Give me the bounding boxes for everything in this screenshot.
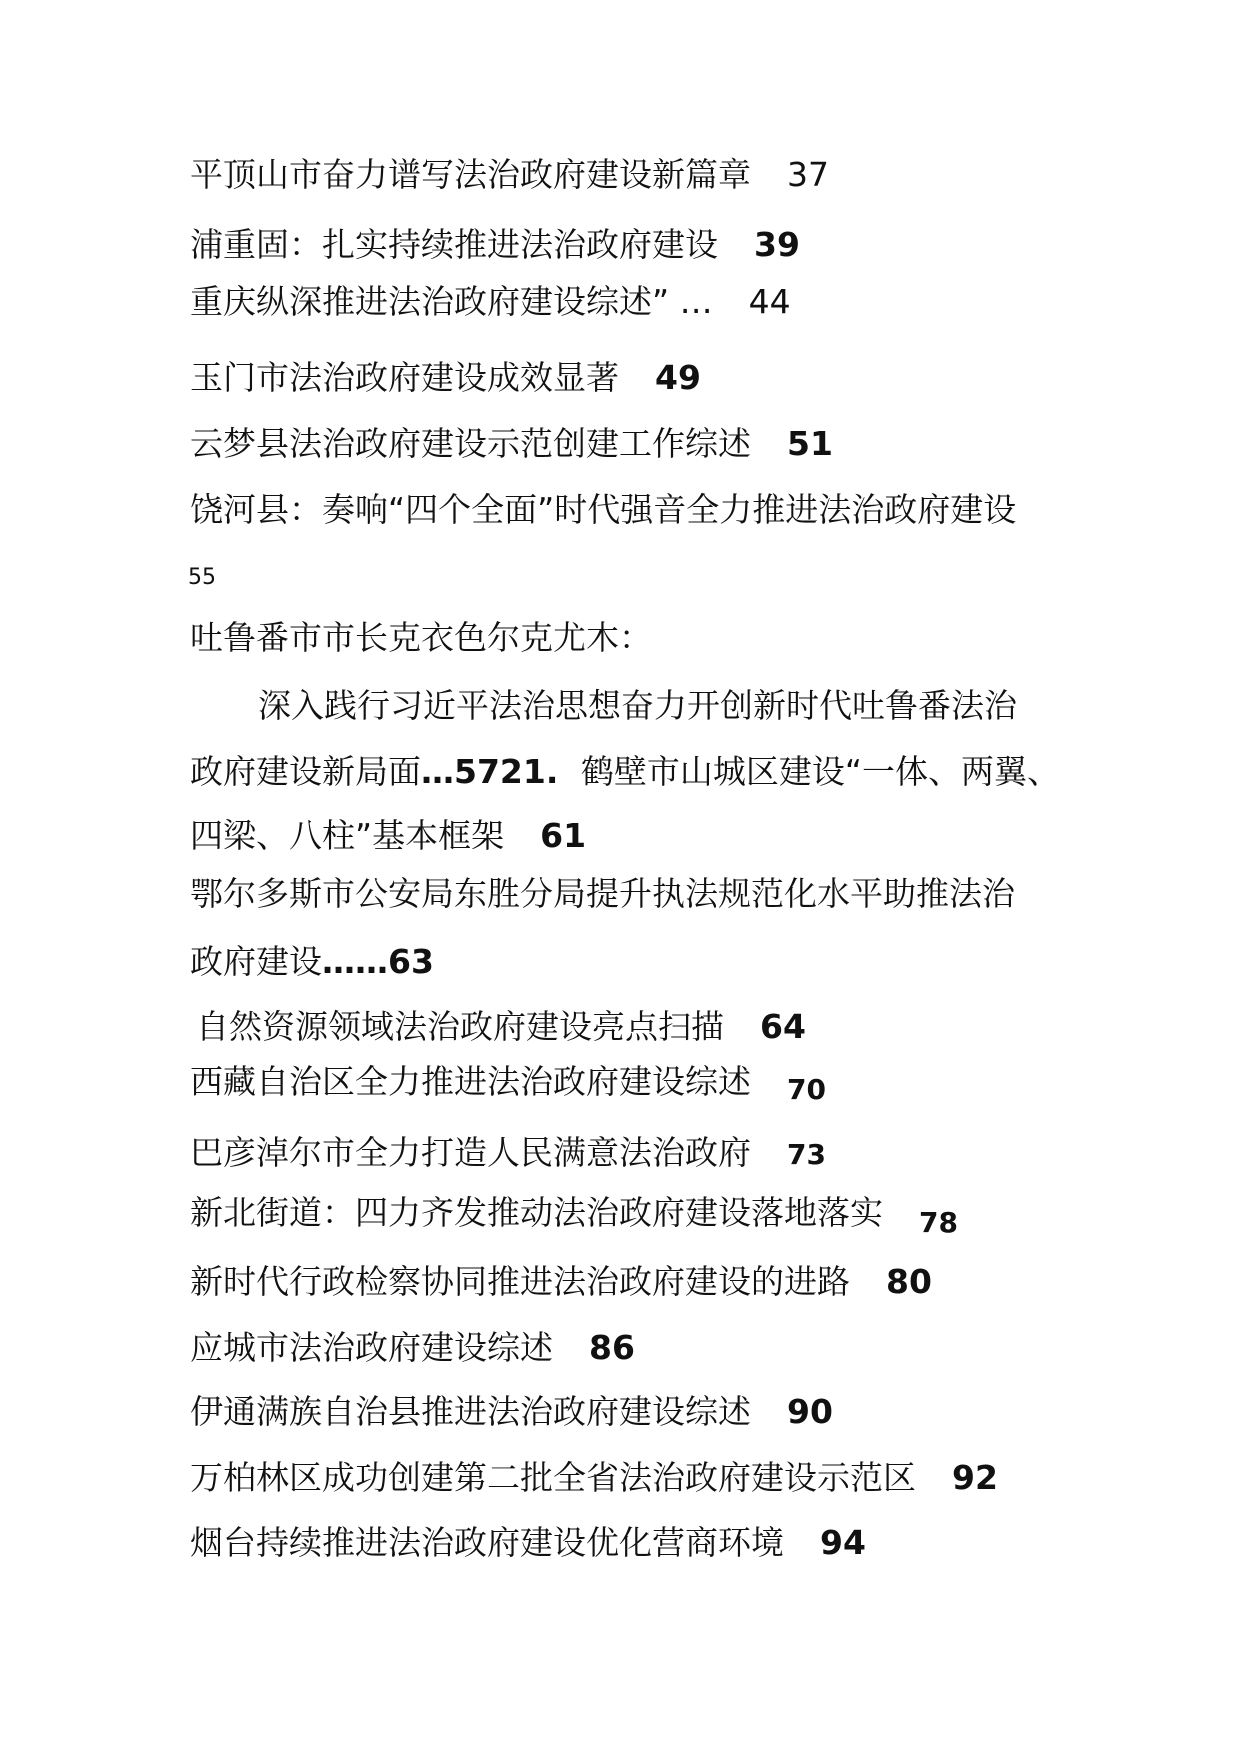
toc-entry-title: 巴彦淖尔市全力打造人民满意法治政府 — [190, 1133, 751, 1172]
toc-entry-page: 86 — [589, 1328, 635, 1367]
toc-entry-title: 万柏林区成功创建第二批全省法治政府建设示范区 — [190, 1458, 916, 1497]
toc-entry — [190, 618, 652, 658]
toc-entry-title: 政府建设新局面 — [190, 752, 421, 791]
toc-entry-title: 伊通满族自治县推进法治政府建设综述 — [190, 1392, 751, 1431]
toc-entry-title: 新北街道：四力齐发推动法治政府建设落地落实 — [190, 1193, 883, 1232]
toc-entry — [190, 1262, 932, 1302]
toc-entry — [190, 1458, 998, 1498]
toc-entry-title: 应城市法治政府建设综述 — [190, 1328, 553, 1367]
toc-entry — [190, 1523, 866, 1563]
toc-entry-page: ……63 — [322, 942, 434, 981]
toc-entry — [190, 942, 434, 982]
toc-entry — [190, 490, 1016, 530]
toc-entry-title: 新时代行政检察协同推进法治政府建设的进路 — [190, 1262, 850, 1301]
toc-entry-title: 浦重固：扎实持续推进法治政府建设 — [190, 225, 718, 264]
toc-entry — [258, 686, 1017, 726]
toc-entry — [190, 282, 791, 322]
toc-entry-page: 80 — [886, 1262, 932, 1301]
toc-entry-title: 云梦县法治政府建设示范创建工作综述 — [190, 424, 751, 463]
toc-entry-page: 37 — [787, 155, 829, 194]
toc-entry-title: 自然资源领域法治政府建设亮点扫描 — [196, 1007, 724, 1046]
toc-entry-page: 94 — [820, 1523, 866, 1562]
toc-entry-page: 44 — [748, 282, 791, 321]
toc-entry-title: 平顶山市奋力谱写法治政府建设新篇章 — [190, 155, 751, 194]
toc-entry-title: 深入践行习近平法治思想奋力开创新时代吐鲁番法治 — [258, 686, 1017, 725]
toc-entry — [190, 358, 701, 398]
toc-entry — [190, 1193, 958, 1243]
toc-entry — [190, 225, 800, 265]
toc-entry-page: …5721. — [421, 752, 559, 791]
toc-entry-title: 四梁、八柱”基本框架 — [190, 816, 505, 855]
toc-entry-page: 78 — [919, 1206, 958, 1239]
toc-entry-title: 西藏自治区全力推进法治政府建设综述 — [190, 1062, 751, 1101]
toc-entry-title: 政府建设 — [190, 942, 322, 981]
toc-entry-page: 70 — [787, 1073, 826, 1106]
toc-entry-page: 64 — [760, 1007, 806, 1046]
toc-entry — [190, 874, 1015, 914]
toc-entry — [190, 1328, 635, 1368]
toc-entry — [190, 1133, 826, 1175]
toc-entry-page: 73 — [787, 1138, 826, 1171]
toc-entry-page: 39 — [754, 225, 800, 264]
toc-entry-title: 饶河县：奏响“四个全面”时代强音全力推进法治政府建设 — [190, 490, 1017, 529]
toc-entry — [190, 752, 1060, 792]
toc-entry-title: 吐鲁番市市长克衣色尔克尤木： — [190, 618, 652, 657]
toc-entry-title: 鄂尔多斯市公安局东胜分局提升执法规范化水平助推法治 — [190, 874, 1015, 913]
toc-entry — [190, 816, 586, 856]
toc-entry — [190, 1392, 833, 1432]
toc-entry-title-continued: 鹤壁市山城区建设“一体、两翼、 — [580, 752, 1060, 791]
toc-entry-page: 49 — [655, 358, 701, 397]
toc-entry-page: 55 — [188, 565, 216, 590]
toc-entry-title: 烟台持续推进法治政府建设优化营商环境 — [190, 1523, 784, 1562]
toc-entry-title: 玉门市法治政府建设成效显著 — [190, 358, 619, 397]
toc-entry-page: 61 — [540, 816, 587, 855]
toc-entry — [196, 1007, 806, 1047]
toc-entry — [190, 424, 833, 464]
toc-entry — [190, 155, 829, 195]
toc-entry-title: 重庆纵深推进法治政府建设综述” … — [190, 282, 713, 321]
toc-entry-page: 90 — [787, 1392, 833, 1431]
toc-entry-page: 51 — [787, 424, 833, 463]
toc-entry-page: 92 — [952, 1458, 998, 1497]
toc-entry — [190, 1062, 826, 1110]
